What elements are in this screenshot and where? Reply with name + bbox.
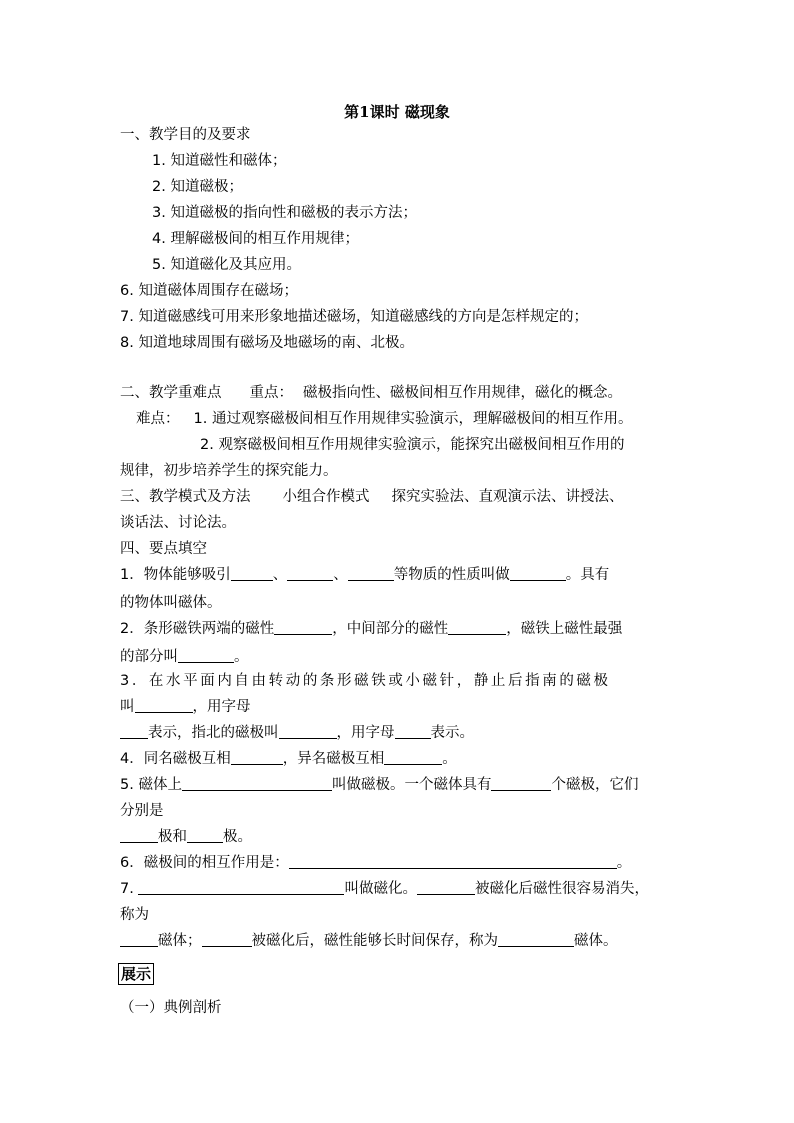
blank[interactable] xyxy=(138,879,344,895)
blank[interactable] xyxy=(289,853,617,869)
objective-item: 6. 知道磁体周围存在磁场； xyxy=(120,283,298,299)
difficulty-item: 1. 通过观察磁极间相互作用规律实验演示，理解磁极间的相互作用。 xyxy=(193,411,633,427)
question-5-cont: 分别是 xyxy=(120,803,164,819)
question-2: 2．条形磁铁两端的磁性 ，中间部分的磁性 ，磁铁上磁性最强 xyxy=(120,621,623,637)
blank[interactable] xyxy=(182,775,332,791)
difficulty-item-cont: 规律，初步培养学生的探究能力。 xyxy=(120,463,338,479)
section-4-heading: 四、要点填空 xyxy=(120,541,207,557)
section-2-heading: 二、教学重难点 xyxy=(120,385,222,401)
blank[interactable] xyxy=(135,697,193,713)
blank[interactable] xyxy=(187,827,223,843)
section-3-heading: 三、教学模式及方法 xyxy=(120,489,251,505)
teaching-methods: 探究实验法、直观演示法、讲授法、 xyxy=(391,489,624,505)
difficulty-label: 难点： xyxy=(136,411,180,427)
blank[interactable] xyxy=(491,775,551,791)
objective-item: 1. 知道磁性和磁体； xyxy=(152,153,287,169)
question-6: 6．磁极间的相互作用是： 。 xyxy=(120,855,632,871)
question-3: 3．在水平面内自由转动的条形磁铁或小磁针，静止后指南的磁极 xyxy=(120,673,611,689)
question-1-cont: 的物体叫磁体。 xyxy=(120,595,222,611)
difficulty-line-1 xyxy=(136,409,632,429)
section-1-heading: 一、教学目的及要求 xyxy=(120,127,251,143)
blank[interactable] xyxy=(178,647,234,663)
blank[interactable] xyxy=(120,723,148,739)
page-title: 第1课时 磁现象 xyxy=(344,103,450,121)
question-5: 5. 磁体上 叫做磁极。一个磁体具有 个磁极，它们 xyxy=(120,777,639,793)
teaching-mode: 小组合作模式 xyxy=(282,489,370,505)
blank[interactable] xyxy=(348,565,394,581)
blank[interactable] xyxy=(120,827,158,843)
blank[interactable] xyxy=(274,619,332,635)
section-2-line xyxy=(120,383,622,403)
question-7: 7. 叫做磁化。 被磁化后磁性很容易消失， xyxy=(120,881,649,897)
blank[interactable] xyxy=(287,565,333,581)
blank[interactable] xyxy=(384,749,442,765)
key-points-text: 磁极指向性、磁极间相互作用规律，磁化的概念。 xyxy=(303,385,622,401)
objective-item: 5. 知道磁化及其应用。 xyxy=(152,257,301,273)
blank[interactable] xyxy=(498,931,574,947)
blank[interactable] xyxy=(279,723,337,739)
blank[interactable] xyxy=(448,619,506,635)
blank[interactable] xyxy=(417,879,475,895)
objective-item: 2. 知道磁极； xyxy=(152,179,243,195)
question-4: 4．同名磁极互相 ，异名磁极互相 。 xyxy=(120,751,457,767)
question-5-cont: 极和 极。 xyxy=(120,827,252,847)
blank[interactable] xyxy=(395,723,431,739)
question-2-cont: 的部分叫 。 xyxy=(120,649,249,665)
example-analysis-heading: （一）典例剖析 xyxy=(120,1000,222,1016)
blank[interactable] xyxy=(231,749,283,765)
section-3-line xyxy=(120,487,624,507)
question-7-cont: 磁体； 被磁化后，磁性能够长时间保存，称为 磁体。 xyxy=(120,931,618,951)
teaching-methods-cont: 谈话法、讨论法。 xyxy=(120,515,236,531)
blank[interactable] xyxy=(120,931,158,947)
blank[interactable] xyxy=(231,565,273,581)
objective-item: 7. 知道磁感线可用来形象地描述磁场，知道磁感线的方向是怎样规定的； xyxy=(120,309,588,325)
difficulty-item: 2. 观察磁极间相互作用规律实验演示，能探究出磁极间相互作用的 xyxy=(200,437,625,453)
objective-item: 8. 知道地球周围有磁场及地磁场的南、北极。 xyxy=(120,335,414,351)
show-label: 展示 xyxy=(118,963,154,985)
question-1: 1．物体能够吸引 、 、 等物质的性质叫做 。具有 xyxy=(120,567,610,583)
question-7-cont: 称为 xyxy=(120,907,149,923)
objective-item: 4. 理解磁极间的相互作用规律； xyxy=(152,231,359,247)
show-section xyxy=(118,963,154,985)
key-points-label: 重点： xyxy=(249,385,293,401)
objective-item: 3. 知道磁极的指向性和磁极的表示方法； xyxy=(152,205,417,221)
question-3-cont: 表示，指北的磁极叫 ，用字母 表示。 xyxy=(120,723,474,743)
blank[interactable] xyxy=(202,931,252,947)
blank[interactable] xyxy=(510,565,566,581)
question-3-cont: 叫 ，用字母 xyxy=(120,699,251,715)
